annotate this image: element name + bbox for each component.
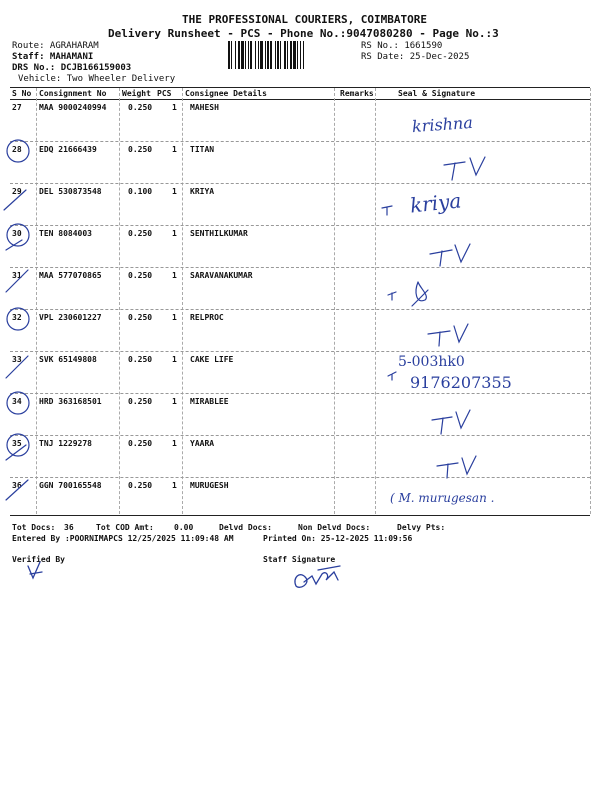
row-consignment: MAA 577070865 [39, 271, 102, 280]
row-consignee: CAKE LIFE [190, 355, 234, 364]
row-weight: 0.250 [128, 355, 153, 364]
entered-by: Entered By :POORNIMAPCS 12/25/2025 11:09:48 AM [12, 534, 234, 543]
row-sno: 32 [12, 313, 22, 322]
row-pcs: 1 [172, 229, 177, 238]
row-pcs: 1 [172, 355, 177, 364]
row-consignment: TNJ 1229278 [39, 439, 92, 448]
row-sno: 34 [12, 397, 22, 406]
tot-docs-value: 36 [64, 523, 74, 532]
row-consignee: SENTHILKUMAR [190, 229, 248, 238]
row-weight: 0.250 [128, 397, 153, 406]
row-sno: 30 [12, 229, 22, 238]
row-consignee: SARAVANAKUMAR [190, 271, 253, 280]
tot-docs-label: Tot Docs: [12, 523, 56, 532]
row-consignment: DEL 530873548 [39, 187, 102, 196]
row-pcs: 1 [172, 271, 177, 280]
row-pcs: 1 [172, 313, 177, 322]
row-weight: 0.250 [128, 271, 153, 280]
col-sno: S No [12, 89, 32, 98]
route: Route: AGRAHARAM [12, 41, 99, 51]
row-pcs: 1 [172, 145, 177, 154]
row-consignment: GGN 700165548 [39, 481, 102, 490]
row-sno: 31 [12, 271, 22, 280]
row-consignment: MAA 9000240994 [39, 103, 107, 112]
row-consignee: KRIYA [190, 187, 215, 196]
non-delvd-docs: Non Delvd Docs: [298, 523, 371, 532]
row-consignment: SVK 65149808 [39, 355, 97, 364]
col-consignment: Consignment No [39, 89, 107, 98]
row-sno: 36 [12, 481, 22, 490]
company-name: THE PROFESSIONAL COURIERS, COIMBATORE [182, 13, 428, 26]
verified-by: Verified By [12, 555, 65, 564]
drs-number: DRS No.: DCJB166159003 [12, 63, 132, 73]
handwritten-signature: krishna [411, 112, 474, 137]
tot-cod-label: Tot COD Amt: [96, 523, 154, 532]
row-sno: 35 [12, 439, 22, 448]
row-consignee: YAARA [190, 439, 215, 448]
row-consignment: TEN 8084003 [39, 229, 92, 238]
row-weight: 0.250 [128, 313, 153, 322]
staff-signature-label: Staff Signature [263, 555, 336, 564]
row-pcs: 1 [172, 187, 177, 196]
runsheet-subtitle: Delivery Runsheet - PCS - Phone No.:9047080280 - Page No.:3 [108, 27, 499, 40]
rs-date: RS Date: 25-Dec-2025 [361, 52, 470, 62]
row-weight: 0.100 [128, 187, 153, 196]
col-consignee: Consignee Details [185, 89, 267, 98]
row-consignee: MAHESH [190, 103, 219, 112]
col-pcs: PCS [157, 89, 172, 98]
row-consignee: MIRABLEE [190, 397, 229, 406]
handwritten-phone: 9176207355 [410, 373, 512, 392]
handwritten-signature: ( M. murugesan . [390, 491, 495, 505]
row-sno: 29 [12, 187, 22, 196]
row-consignment: HRD 363168501 [39, 397, 102, 406]
handwritten-signature: kriya [408, 188, 463, 218]
col-seal-signature: Seal & Signature [398, 89, 476, 98]
row-weight: 0.250 [128, 481, 153, 490]
row-consignee: MURUGESH [190, 481, 229, 490]
rs-number: RS No.: 1661590 [361, 41, 443, 51]
row-weight: 0.250 [128, 103, 153, 112]
row-weight: 0.250 [128, 145, 153, 154]
row-sno: 33 [12, 355, 22, 364]
staff-signature [295, 566, 340, 587]
row-weight: 0.250 [128, 229, 153, 238]
staff: Staff: MAHAMANI [12, 52, 94, 62]
row-consignee: RELPROC [190, 313, 224, 322]
row-sno: 27 [12, 103, 22, 112]
row-consignment: EDQ 21666439 [39, 145, 97, 154]
delvy-pts: Delvy Pts: [397, 523, 446, 532]
tot-cod-value: 0.00 [174, 523, 194, 532]
row-pcs: 1 [172, 481, 177, 490]
row-pcs: 1 [172, 103, 177, 112]
printed-on: Printed On: 25-12-2025 11:09:56 [263, 534, 413, 543]
row-consignment: VPL 230601227 [39, 313, 102, 322]
handwritten-note: 5-003hk0 [398, 354, 465, 370]
col-weight: Weight [122, 89, 151, 98]
vehicle: Vehicle: Two Wheeler Delivery [18, 74, 176, 84]
row-pcs: 1 [172, 397, 177, 406]
row-consignee: TITAN [190, 145, 215, 154]
row-pcs: 1 [172, 439, 177, 448]
verified-signature [28, 562, 42, 578]
delvd-docs: Delvd Docs: [219, 523, 272, 532]
row-sno: 28 [12, 145, 22, 154]
row-weight: 0.250 [128, 439, 153, 448]
col-remarks: Remarks [340, 89, 374, 98]
